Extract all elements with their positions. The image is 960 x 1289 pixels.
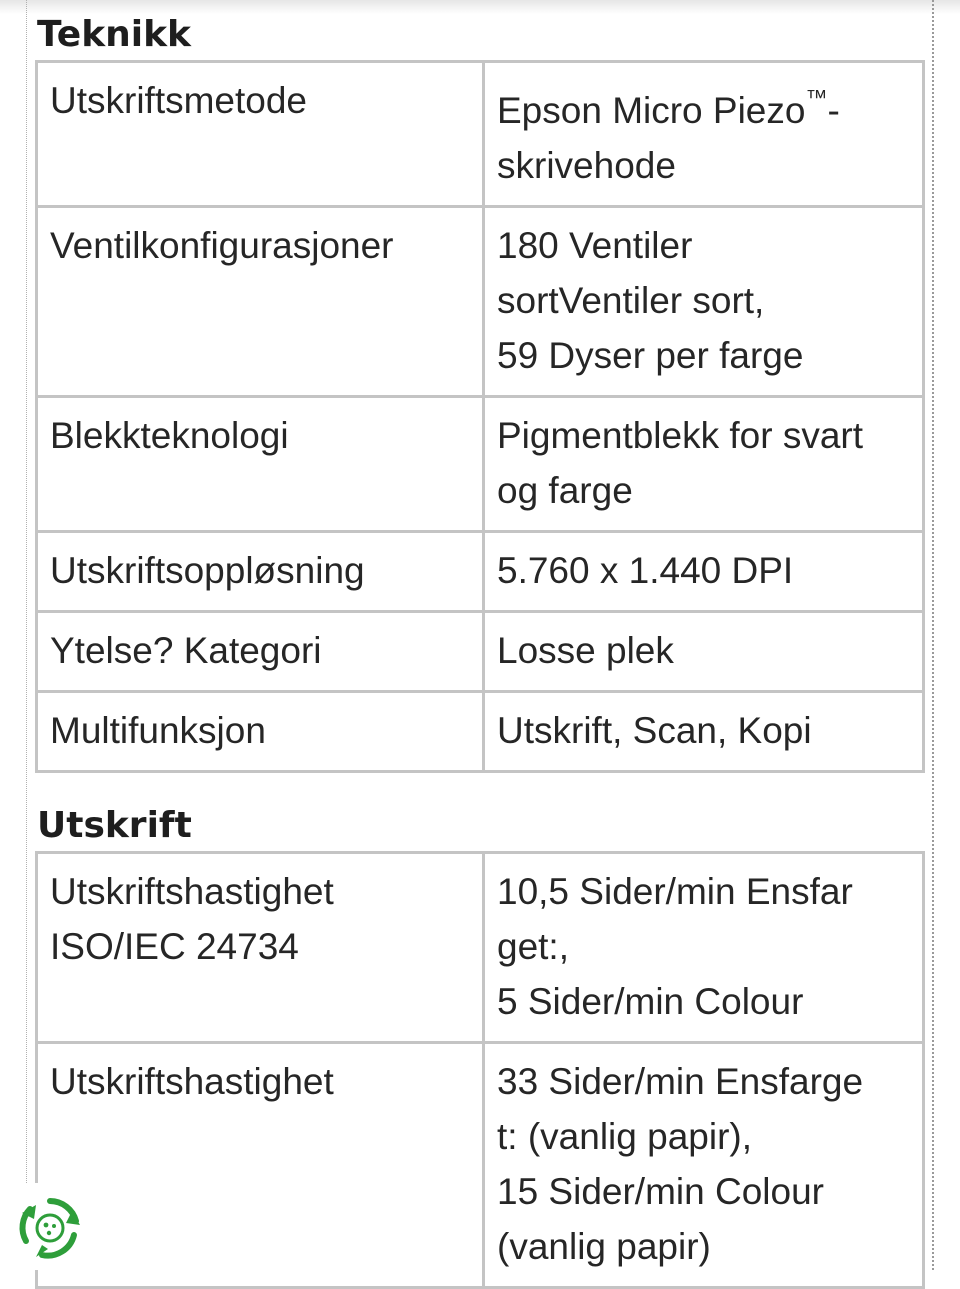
table-row (37, 62, 924, 207)
table-row (37, 532, 924, 612)
spec-content (35, 12, 925, 1289)
value-line: 5.760 x 1.440 DPI (497, 550, 794, 591)
table-row (37, 1043, 924, 1288)
recycle-leaf-icon (16, 1195, 84, 1261)
section-title-teknikk: Teknikk (37, 14, 191, 55)
key-line: Utskriftshastighet (50, 871, 334, 912)
spec-table-teknikk (35, 60, 925, 773)
spec-key: Utskriftshastighet (37, 1043, 484, 1288)
value-line: Losse plek (497, 630, 674, 671)
spec-key: Utskriftsoppløsning (37, 532, 484, 612)
trademark-symbol: ™ (805, 85, 828, 110)
spec-value (484, 1043, 924, 1288)
spec-key: Utskriftsmetode (37, 62, 484, 207)
table-row (37, 853, 924, 1043)
section-spacer (35, 773, 925, 803)
value-line: (vanlig papir) (497, 1226, 711, 1267)
value-line: t: (vanlig papir), (497, 1116, 752, 1157)
spec-value (484, 612, 924, 692)
value-line: 180 Ventiler (497, 225, 693, 266)
value-line: Epson Micro Piezo (497, 90, 806, 131)
spec-table-utskrift (35, 851, 925, 1289)
value-dash: - (827, 90, 840, 131)
value-line: 15 Sider/min Colour (497, 1171, 824, 1212)
table-row (37, 397, 924, 532)
key-line: ISO/IEC 24734 (50, 926, 299, 967)
value-line: Pigmentblekk for svart (497, 415, 864, 456)
table-row (37, 612, 924, 692)
table-row (37, 207, 924, 397)
value-line: sortVentiler sort, (497, 280, 765, 321)
section-title-utskrift: Utskrift (37, 805, 192, 846)
spec-key: Ventilkonfigurasjoner (37, 207, 484, 397)
spec-value (484, 62, 924, 207)
spec-key: Blekkteknologi (37, 397, 484, 532)
value-line: 33 Sider/min Ensfarge (497, 1061, 864, 1102)
value-line: get:, (497, 926, 569, 967)
value-line: 5 Sider/min Colour (497, 981, 804, 1022)
spec-value (484, 532, 924, 612)
left-guide-line (26, 0, 27, 1185)
spec-value (484, 692, 924, 772)
spec-key (37, 853, 484, 1043)
spec-key: Ytelse? Kategori (37, 612, 484, 692)
value-line: 10,5 Sider/min Ensfar (497, 871, 853, 912)
spec-key: Multifunksjon (37, 692, 484, 772)
spec-value (484, 397, 924, 532)
scroll-edge (932, 0, 934, 1270)
value-line: skrivehode (497, 145, 676, 186)
value-line: og farge (497, 470, 633, 511)
spec-value (484, 853, 924, 1043)
value-line: Utskrift, Scan, Kopi (497, 710, 812, 751)
spec-value (484, 207, 924, 397)
floating-eco-button[interactable] (0, 1183, 98, 1270)
value-line: 59 Dyser per farge (497, 335, 804, 376)
table-row (37, 692, 924, 772)
